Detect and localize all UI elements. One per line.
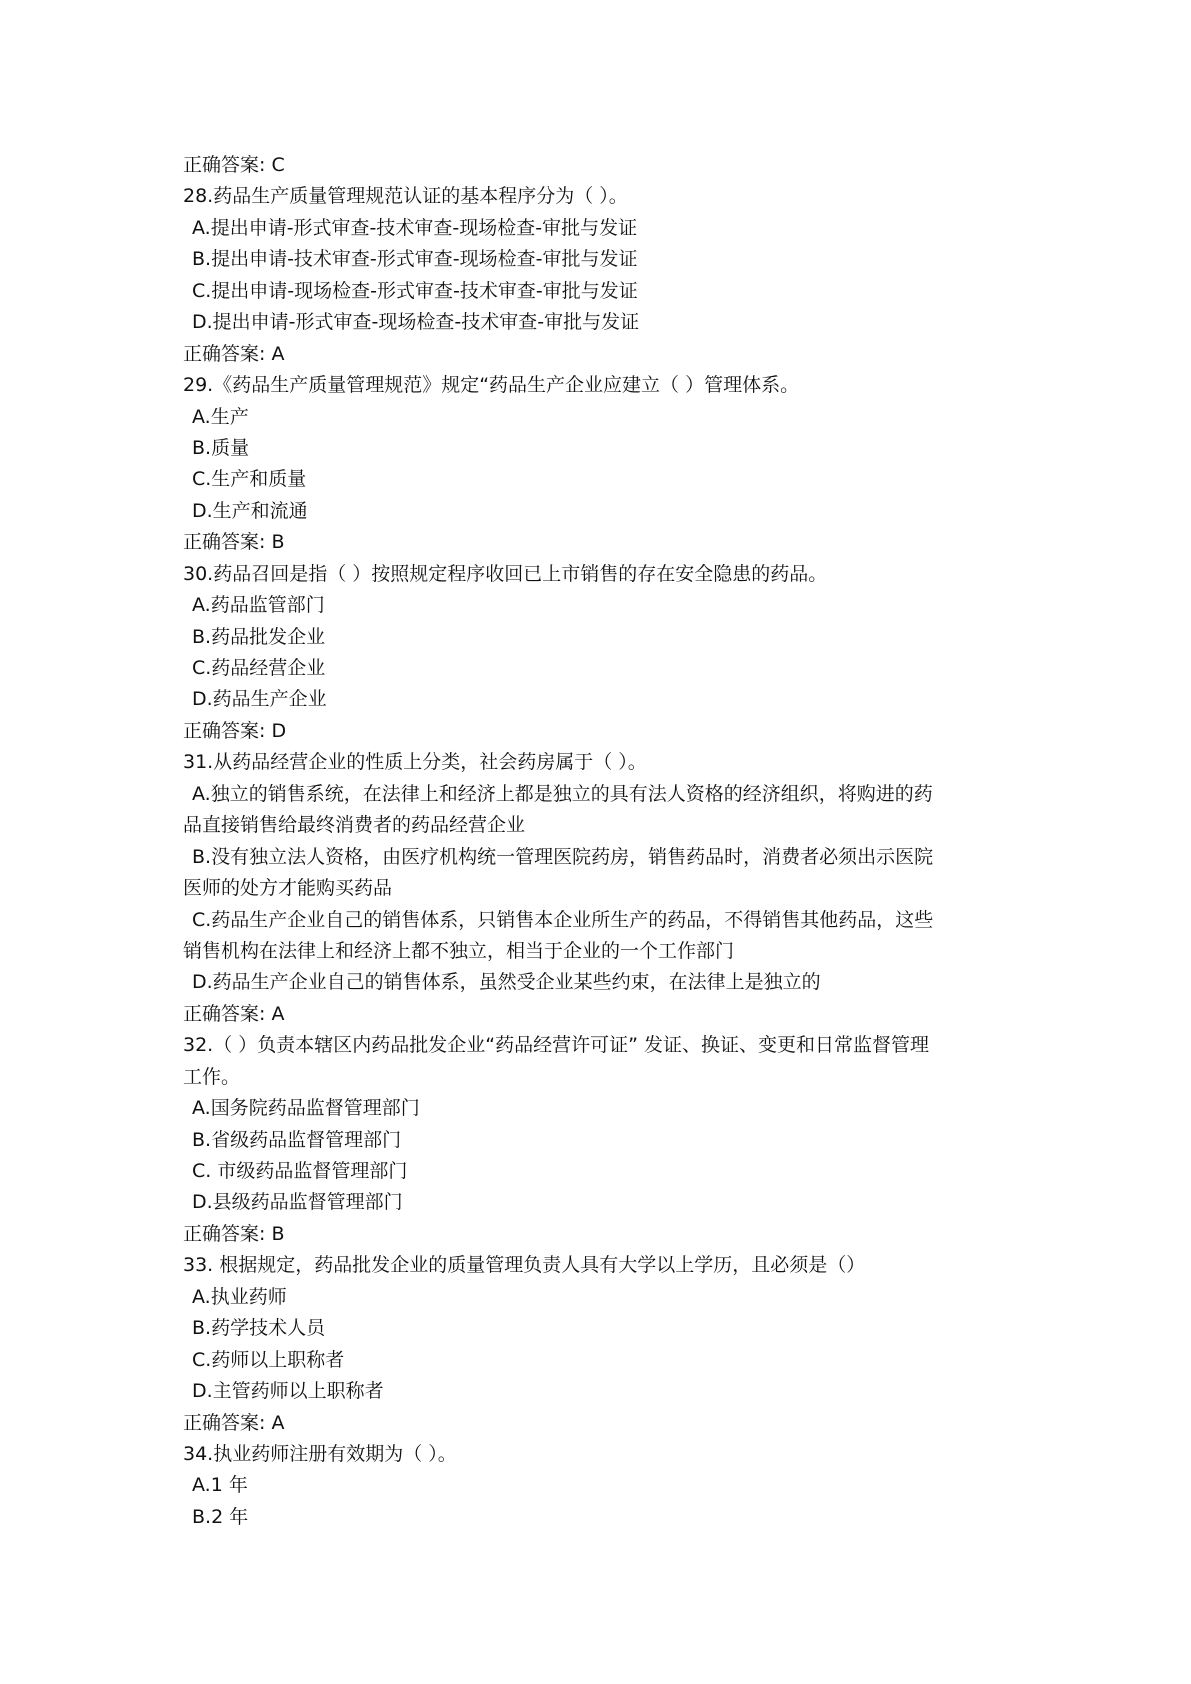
option-line: B.提出申请-技术审查-形式审查-现场检查-审批与发证 <box>192 248 638 271</box>
question-line: 31.从药品经营企业的性质上分类，社会药房属于（ ）。 <box>183 751 647 774</box>
option-line: C.生产和质量 <box>192 468 307 491</box>
answer-line: 正确答案: A <box>183 1002 285 1025</box>
answer-line: 正确答案: C <box>183 154 285 176</box>
option-line: A.独立的销售系统，在法律上和经济上都是独立的具有法人资格的经济组织，将购进的药 <box>192 782 933 805</box>
document-body <box>183 150 1043 1533</box>
answer-line: 正确答案: B <box>183 531 285 554</box>
continuation-line: 医师的处方才能购买药品 <box>183 877 393 900</box>
option-line: D.生产和流通 <box>192 499 308 522</box>
option-line: D.主管药师以上职称者 <box>192 1380 384 1403</box>
option-line: A.国务院药品监督管理部门 <box>192 1097 420 1120</box>
option-line: B.省级药品监督管理部门 <box>192 1128 402 1151</box>
option-line: A.药品监管部门 <box>192 594 325 617</box>
option-line: A.1 年 <box>192 1474 248 1497</box>
option-line: B.质量 <box>192 436 250 459</box>
option-line: C.药品生产企业自己的销售体系，只销售本企业所生产的药品，不得销售其他药品，这些 <box>192 908 934 931</box>
continuation-line: 品直接销售给最终消费者的药品经营企业 <box>183 814 526 837</box>
question-line: 28.药品生产质量管理规范认证的基本程序分为（ ）。 <box>183 185 628 208</box>
option-line: B.没有独立法人资格，由医疗机构统一管理医院药房，销售药品时，消费者必须出示医院 <box>192 845 934 868</box>
question-line: 32.（ ）负责本辖区内药品批发企业“药品经营许可证” 发证、换证、变更和日常监督管理 <box>183 1034 929 1057</box>
answer-line: 正确答案: A <box>183 342 285 365</box>
answer-line: 正确答案: D <box>183 719 287 742</box>
question-line: 33. 根据规定，药品批发企业的质量管理负责人具有大学以上学历，且必须是（） <box>183 1254 866 1277</box>
option-line: B.药品批发企业 <box>192 625 326 648</box>
option-line: A.提出申请-形式审查-技术审查-现场检查-审批与发证 <box>192 216 638 239</box>
option-line: C.药师以上职称者 <box>192 1348 345 1371</box>
option-line: B.2 年 <box>192 1505 249 1528</box>
option-line: C.药品经营企业 <box>192 657 326 679</box>
answer-line: 正确答案: A <box>183 1411 285 1434</box>
answer-line: 正确答案: B <box>183 1222 285 1245</box>
option-line: D.提出申请-形式审查-现场检查-技术审查-审批与发证 <box>192 311 640 334</box>
option-line: C.提出申请-现场检查-形式审查-技术审查-审批与发证 <box>192 279 638 302</box>
option-line: A.执业药师 <box>192 1285 287 1308</box>
option-line: C. 市级药品监督管理部门 <box>192 1160 408 1182</box>
option-line: A.生产 <box>192 405 249 428</box>
question-line: 34.执业药师注册有效期为（ ）。 <box>183 1442 457 1465</box>
option-line: B.药学技术人员 <box>192 1317 326 1340</box>
option-line: D.药品生产企业 <box>192 688 327 711</box>
option-line: D.县级药品监督管理部门 <box>192 1191 403 1214</box>
option-line: D.药品生产企业自己的销售体系，虽然受企业某些约束，在法律上是独立的 <box>192 971 821 994</box>
question-line: 29.《药品生产质量管理规范》规定“药品生产企业应建立（ ）管理体系。 <box>183 374 800 397</box>
continuation-line: 销售机构在法律上和经济上都不独立，相当于企业的一个工作部门 <box>183 939 735 962</box>
continuation-line: 工作。 <box>183 1065 241 1088</box>
question-line: 30.药品召回是指（ ）按照规定程序收回已上市销售的存在安全隐患的药品。 <box>183 562 828 585</box>
